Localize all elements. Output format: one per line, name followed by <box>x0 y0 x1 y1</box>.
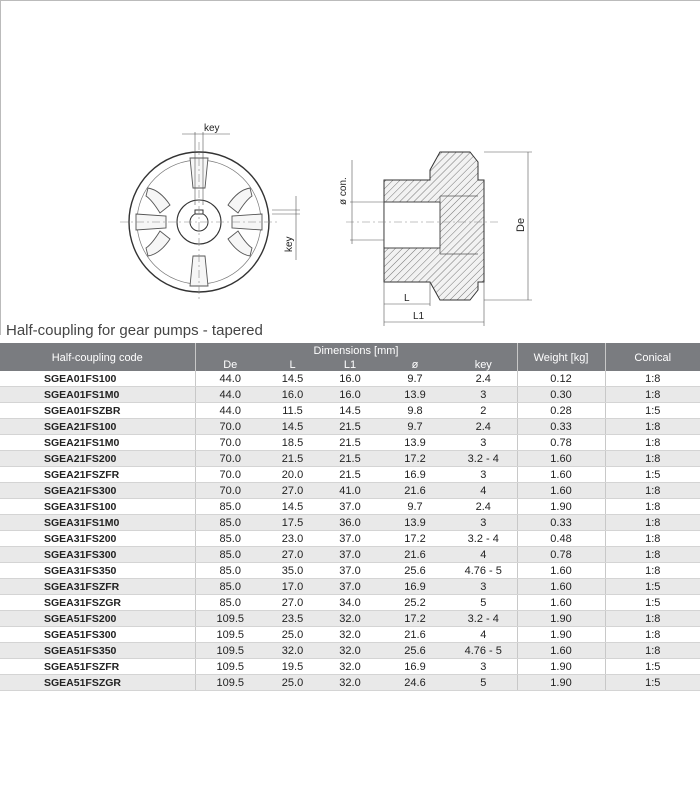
cell-diameter: 9.8 <box>380 403 450 419</box>
cell-de: 109.5 <box>195 611 265 627</box>
cell-conical: 1:5 <box>605 595 700 611</box>
cell-diameter: 25.6 <box>380 563 450 579</box>
header-l: L <box>265 358 320 371</box>
header-dimensions: Dimensions [mm] <box>195 343 517 358</box>
cell-l: 27.0 <box>265 547 320 563</box>
cell-conical: 1:5 <box>605 467 700 483</box>
cell-diameter: 25.2 <box>380 595 450 611</box>
cell-conical: 1:8 <box>605 499 700 515</box>
cell-diameter: 13.9 <box>380 515 450 531</box>
cell-de: 109.5 <box>195 675 265 691</box>
header-weight: Weight [kg] <box>517 343 605 371</box>
l-label: L <box>404 293 410 304</box>
cell-weight: 1.60 <box>517 563 605 579</box>
table-row <box>0 643 700 659</box>
cell-key: 4 <box>450 627 517 643</box>
cell-l: 17.0 <box>265 579 320 595</box>
cell-diameter: 21.6 <box>380 547 450 563</box>
header-l1: L1 <box>320 358 380 371</box>
cell-key: 3 <box>450 387 517 403</box>
coupling-table <box>0 343 700 691</box>
code: SGEA01FSZBR <box>0 403 195 419</box>
cell-diameter: 17.2 <box>380 531 450 547</box>
cell-key: 3 <box>450 515 517 531</box>
cell-diameter: 9.7 <box>380 419 450 435</box>
table-row <box>0 371 700 387</box>
cell-diameter: 9.7 <box>380 499 450 515</box>
cell-key: 3 <box>450 579 517 595</box>
cell-diameter: 13.9 <box>380 435 450 451</box>
code: SGEA51FS300 <box>0 627 195 643</box>
cell-conical: 1:8 <box>605 419 700 435</box>
code: SGEA31FSZFR <box>0 579 195 595</box>
cell-diameter: 24.6 <box>380 675 450 691</box>
cell-conical: 1:8 <box>605 451 700 467</box>
cell-key: 3 <box>450 435 517 451</box>
con-label: ø con. <box>338 177 349 205</box>
cell-diameter: 17.2 <box>380 611 450 627</box>
cell-weight: 0.78 <box>517 435 605 451</box>
table-row <box>0 451 700 467</box>
cell-weight: 0.33 <box>517 419 605 435</box>
cell-l1: 21.5 <box>320 467 380 483</box>
cell-weight: 1.60 <box>517 579 605 595</box>
table-row <box>0 611 700 627</box>
cell-l1: 21.5 <box>320 419 380 435</box>
code: SGEA31FS1M0 <box>0 515 195 531</box>
cell-weight: 1.60 <box>517 643 605 659</box>
cell-l: 27.0 <box>265 483 320 499</box>
cell-key: 3 <box>450 467 517 483</box>
cell-l1: 32.0 <box>320 643 380 659</box>
cell-conical: 1:8 <box>605 563 700 579</box>
code: SGEA31FS350 <box>0 563 195 579</box>
cell-weight: 1.60 <box>517 451 605 467</box>
cell-weight: 1.90 <box>517 675 605 691</box>
cell-weight: 0.28 <box>517 403 605 419</box>
code: SGEA31FSZGR <box>0 595 195 611</box>
code: SGEA51FS350 <box>0 643 195 659</box>
cell-l: 23.5 <box>265 611 320 627</box>
l1-label: L1 <box>413 311 425 322</box>
cell-conical: 1:8 <box>605 387 700 403</box>
cell-l1: 32.0 <box>320 675 380 691</box>
table-row <box>0 467 700 483</box>
cell-diameter: 9.7 <box>380 371 450 387</box>
cell-conical: 1:5 <box>605 579 700 595</box>
cell-l1: 37.0 <box>320 563 380 579</box>
cell-weight: 0.48 <box>517 531 605 547</box>
table-row <box>0 675 700 691</box>
cell-l: 18.5 <box>265 435 320 451</box>
cell-de: 85.0 <box>195 547 265 563</box>
cell-l1: 34.0 <box>320 595 380 611</box>
cell-l1: 32.0 <box>320 659 380 675</box>
cell-de: 85.0 <box>195 499 265 515</box>
cell-diameter: 16.9 <box>380 579 450 595</box>
front-view <box>120 132 300 302</box>
cell-diameter: 13.9 <box>380 387 450 403</box>
cell-l: 25.0 <box>265 627 320 643</box>
cell-l1: 14.5 <box>320 403 380 419</box>
cell-key: 3.2 - 4 <box>450 531 517 547</box>
code: SGEA21FS200 <box>0 451 195 467</box>
cell-key: 2 <box>450 403 517 419</box>
cell-key: 5 <box>450 675 517 691</box>
cell-diameter: 17.2 <box>380 451 450 467</box>
cell-conical: 1:8 <box>605 547 700 563</box>
cell-conical: 1:5 <box>605 403 700 419</box>
table-row <box>0 515 700 531</box>
cell-conical: 1:8 <box>605 515 700 531</box>
code: SGEA51FSZGR <box>0 675 195 691</box>
table-row <box>0 627 700 643</box>
cell-weight: 1.90 <box>517 627 605 643</box>
cell-conical: 1:8 <box>605 611 700 627</box>
cell-weight: 0.12 <box>517 371 605 387</box>
cell-weight: 1.90 <box>517 659 605 675</box>
table-row <box>0 499 700 515</box>
code: SGEA51FS200 <box>0 611 195 627</box>
header-de: De <box>195 358 265 371</box>
cell-l: 14.5 <box>265 499 320 515</box>
cell-weight: 1.90 <box>517 499 605 515</box>
cell-l1: 21.5 <box>320 451 380 467</box>
cell-key: 4 <box>450 483 517 499</box>
cell-l1: 32.0 <box>320 627 380 643</box>
cell-de: 109.5 <box>195 643 265 659</box>
cell-key: 3.2 - 4 <box>450 611 517 627</box>
cell-de: 44.0 <box>195 387 265 403</box>
cell-diameter: 21.6 <box>380 627 450 643</box>
table-row <box>0 483 700 499</box>
cell-l: 19.5 <box>265 659 320 675</box>
table-row <box>0 547 700 563</box>
cell-weight: 0.30 <box>517 387 605 403</box>
cell-l: 23.0 <box>265 531 320 547</box>
cell-key: 4.76 - 5 <box>450 643 517 659</box>
cell-l1: 37.0 <box>320 547 380 563</box>
key-top-label: key <box>204 123 220 134</box>
cell-l: 35.0 <box>265 563 320 579</box>
cell-de: 70.0 <box>195 467 265 483</box>
code: SGEA31FS300 <box>0 547 195 563</box>
side-view <box>346 152 532 326</box>
code: SGEA51FSZFR <box>0 659 195 675</box>
cell-l1: 37.0 <box>320 499 380 515</box>
cell-l1: 37.0 <box>320 579 380 595</box>
cell-l1: 16.0 <box>320 387 380 403</box>
cell-weight: 1.90 <box>517 611 605 627</box>
cell-de: 70.0 <box>195 483 265 499</box>
cell-l: 16.0 <box>265 387 320 403</box>
cell-de: 44.0 <box>195 371 265 387</box>
cell-conical: 1:8 <box>605 435 700 451</box>
cell-de: 85.0 <box>195 595 265 611</box>
code: SGEA01FS100 <box>0 371 195 387</box>
header-diameter: ø <box>380 358 450 371</box>
cell-key: 5 <box>450 595 517 611</box>
cell-l: 27.0 <box>265 595 320 611</box>
code: SGEA31FS200 <box>0 531 195 547</box>
de-label: De <box>515 217 527 232</box>
cell-key: 3.2 - 4 <box>450 451 517 467</box>
code: SGEA21FS300 <box>0 483 195 499</box>
technical-drawing <box>0 0 700 335</box>
cell-de: 109.5 <box>195 659 265 675</box>
cell-key: 3 <box>450 659 517 675</box>
cell-l1: 32.0 <box>320 611 380 627</box>
header-conical: Conical <box>605 343 700 371</box>
cell-l1: 21.5 <box>320 435 380 451</box>
table-row <box>0 435 700 451</box>
table-row <box>0 387 700 403</box>
cell-l1: 36.0 <box>320 515 380 531</box>
cell-diameter: 16.9 <box>380 467 450 483</box>
section-title: Half-coupling for gear pumps - tapered <box>6 322 263 339</box>
cell-de: 109.5 <box>195 627 265 643</box>
cell-weight: 1.60 <box>517 483 605 499</box>
code: SGEA21FS1M0 <box>0 435 195 451</box>
cell-de: 85.0 <box>195 563 265 579</box>
cell-l: 20.0 <box>265 467 320 483</box>
cell-diameter: 25.6 <box>380 643 450 659</box>
table-row <box>0 595 700 611</box>
cell-l: 17.5 <box>265 515 320 531</box>
cell-de: 85.0 <box>195 531 265 547</box>
cell-de: 70.0 <box>195 419 265 435</box>
cell-key: 2.4 <box>450 371 517 387</box>
cell-diameter: 16.9 <box>380 659 450 675</box>
code: SGEA31FS100 <box>0 499 195 515</box>
cell-key: 2.4 <box>450 499 517 515</box>
cell-conical: 1:5 <box>605 659 700 675</box>
cell-key: 4 <box>450 547 517 563</box>
header-code: Half-coupling code <box>0 343 195 371</box>
table-body <box>0 371 700 691</box>
cell-l1: 16.0 <box>320 371 380 387</box>
table-row <box>0 403 700 419</box>
table-row <box>0 419 700 435</box>
cell-conical: 1:8 <box>605 483 700 499</box>
cell-l: 25.0 <box>265 675 320 691</box>
cell-weight: 1.60 <box>517 467 605 483</box>
cell-weight: 0.33 <box>517 515 605 531</box>
cell-de: 44.0 <box>195 403 265 419</box>
table-row <box>0 659 700 675</box>
cell-weight: 0.78 <box>517 547 605 563</box>
cell-key: 4.76 - 5 <box>450 563 517 579</box>
cell-l1: 41.0 <box>320 483 380 499</box>
cell-weight: 1.60 <box>517 595 605 611</box>
cell-l: 14.5 <box>265 419 320 435</box>
cell-conical: 1:8 <box>605 531 700 547</box>
cell-l: 14.5 <box>265 371 320 387</box>
cell-l: 21.5 <box>265 451 320 467</box>
code: SGEA21FSZFR <box>0 467 195 483</box>
code: SGEA21FS100 <box>0 419 195 435</box>
cell-conical: 1:8 <box>605 627 700 643</box>
key-side-label: key <box>284 236 295 252</box>
cell-de: 85.0 <box>195 515 265 531</box>
table-row <box>0 563 700 579</box>
cell-l1: 37.0 <box>320 531 380 547</box>
cell-de: 70.0 <box>195 451 265 467</box>
cell-de: 70.0 <box>195 435 265 451</box>
cell-diameter: 21.6 <box>380 483 450 499</box>
cell-key: 2.4 <box>450 419 517 435</box>
cell-l: 11.5 <box>265 403 320 419</box>
table-row <box>0 579 700 595</box>
table-row <box>0 531 700 547</box>
cell-de: 85.0 <box>195 579 265 595</box>
code: SGEA01FS1M0 <box>0 387 195 403</box>
cell-l: 32.0 <box>265 643 320 659</box>
cell-conical: 1:5 <box>605 675 700 691</box>
cell-conical: 1:8 <box>605 371 700 387</box>
cell-conical: 1:8 <box>605 643 700 659</box>
header-key: key <box>450 358 517 371</box>
